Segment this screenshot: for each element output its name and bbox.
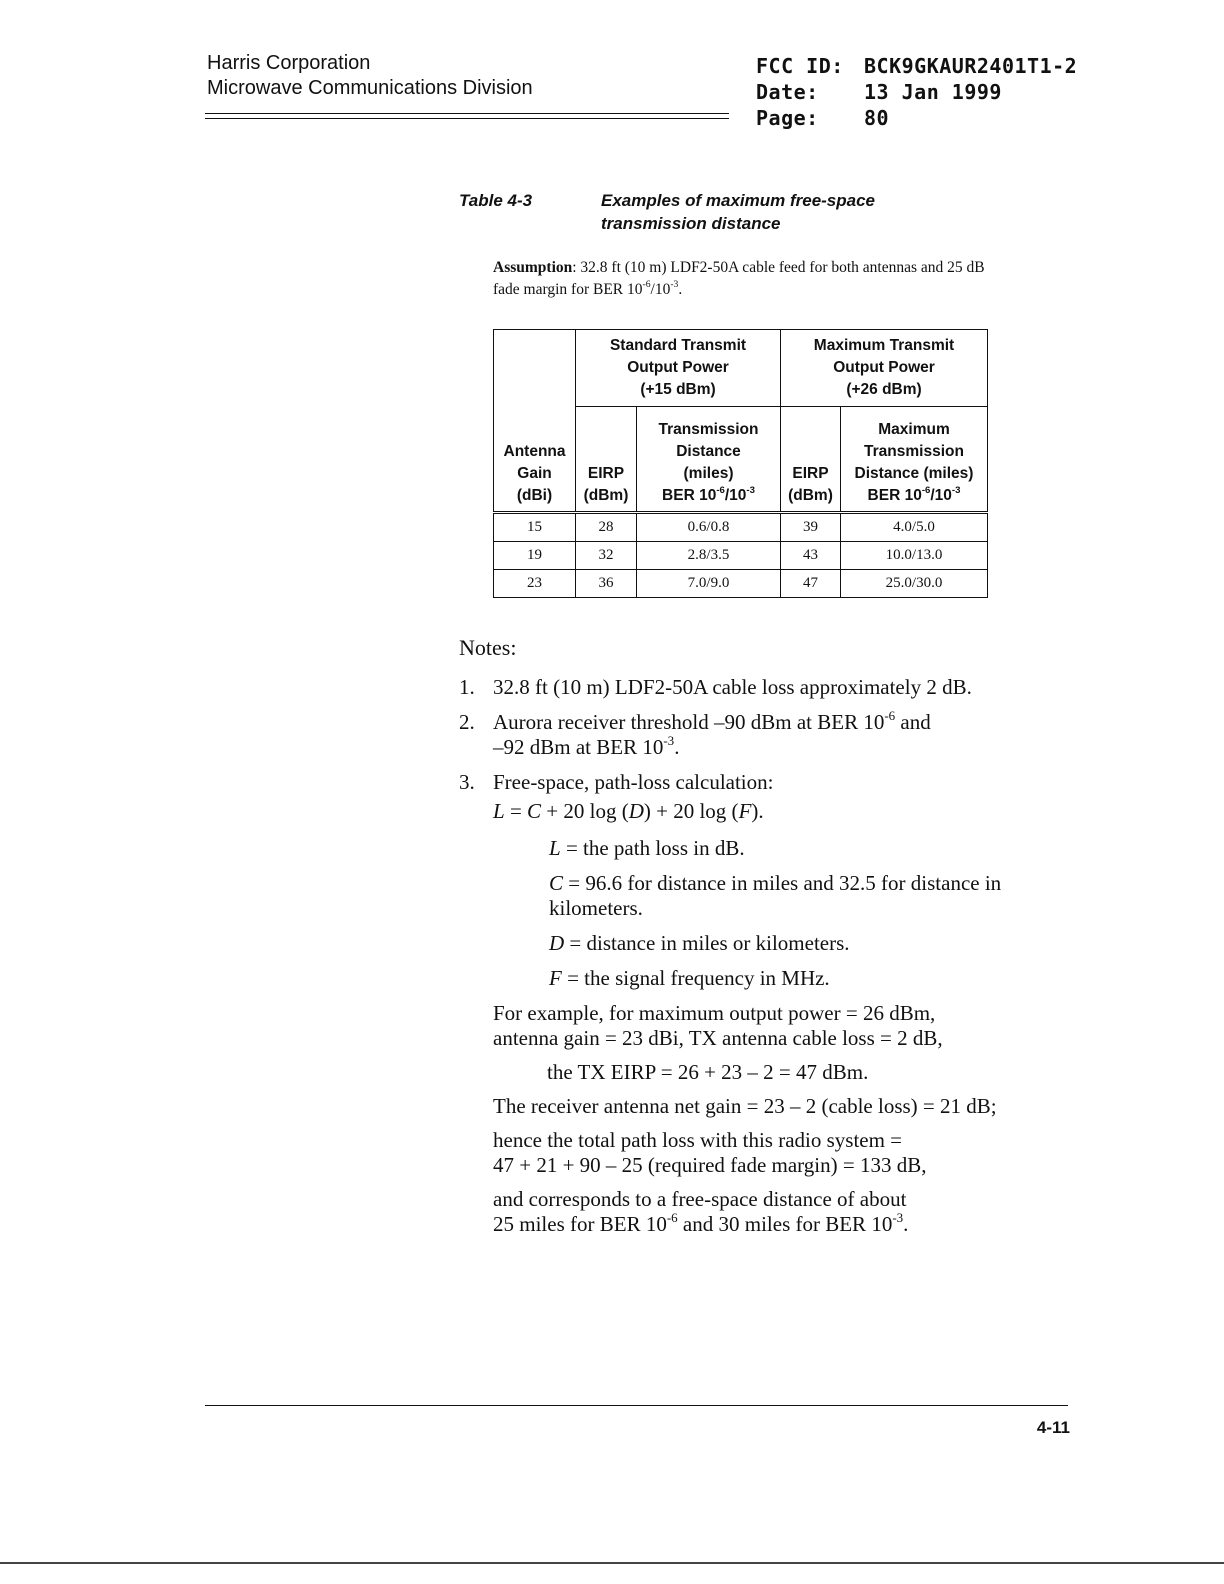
cell-eirp-std: 36 (576, 570, 637, 598)
date-label: Date: (756, 80, 819, 104)
def-d: D = distance in miles or kilometers. (549, 931, 850, 955)
col-header-dist-std: Transmission Distance (miles) BER $10^{-6}/10^{-3}$ (637, 407, 781, 513)
note-item: 1. 32.8 ft (10 m) LDF2-50A cable loss approximately 2 dB. (459, 675, 972, 699)
note-item: 2. Aurora receiver threshold –90 dBm at BER $10^{-6}$ and –92 dBm at BER $10^{-3}$. (459, 707, 931, 759)
assumption-label: Assumption (493, 259, 573, 276)
cell-gain: 19 (494, 542, 576, 570)
division-name: Microwave Communications Division (207, 77, 533, 99)
fcc-id-value: BCK9GKAUR2401T1-2 (864, 54, 1078, 78)
worked-example: For example, for maximum output power = 26 dBm, antenna gain = 23 dBi, TX antenna cable loss = 2 dB, the TX EIRP = 26 + 23 – 2 = 47 dBm. The receiver antenna net gain = 23 – 2 (cable loss) = 21 dB; hence the total path loss with this radio system = 47 + 21 + 90 – 25 (required fade margin) = 133 dB, and corresponds to a free-space distance of about 25 miles for BER $10^{-6}$ and 30 miles for BER $10^{-3}$. (493, 1001, 997, 1236)
cell-dist-max: 4.0/5.0 (841, 513, 988, 542)
cell-eirp-max: 43 (781, 542, 841, 570)
company-name: Harris Corporation (207, 52, 371, 74)
cell-dist-max: 10.0/13.0 (841, 542, 988, 570)
table-title: Examples of maximum free-space transmission distance (601, 191, 876, 233)
cell-dist-std: 2.8/3.5 (637, 542, 781, 570)
table-header-row (494, 330, 988, 407)
note-3-text: Free-space, path-loss calculation: (493, 770, 774, 794)
note-item: 3. Free-space, path-loss calculation: L = C + 20 log (D) + 20 log (F). L = the path loss in dB. C = 96.6 for distance in miles and 32.5 for distance in kilometers. D = distance in miles or kilometers. F = the signal frequency in MHz. For example, for maximum output power = 26 dBm, antenna gain = 23 dBi, TX antenna cable loss = 2 dB, the TX EIRP = 26 + 23 – 2 = 47 dBm. The receiver antenna net gain = 23 – 2 (cable loss) = 21 dB; hence the total path loss with this radio system = 47 + 21 + 90 – 25 (required fade margin) = 133 dB, and corresponds to a free-space distance of about 25 miles for BER $10^{-6}$ and 30 miles for BER $10^{-3}$. (459, 770, 1099, 1237)
table-row (494, 570, 988, 598)
table-number: Table 4-3 (459, 191, 533, 210)
page-label: Page: (756, 106, 819, 130)
fcc-id-label: FCC ID: (756, 54, 844, 78)
col-header-eirp-std: EIRP (dBm) (576, 407, 637, 513)
group-header-maximum: Maximum Transmit Output Power (+26 dBm) (781, 330, 988, 407)
def-l: L = the path loss in dB. (549, 836, 745, 860)
cell-eirp-max: 39 (781, 513, 841, 542)
col-header-antenna-gain: Antenna Gain (dBi) (494, 330, 576, 513)
notes-heading: Notes: (459, 635, 517, 660)
cell-gain: 15 (494, 513, 576, 542)
note-1-text: 32.8 ft (10 m) LDF2-50A cable loss approximately 2 dB. (493, 675, 972, 699)
cell-dist-max: 25.0/30.0 (841, 570, 988, 598)
group-header-standard: Standard Transmit Output Power (+15 dBm) (576, 330, 781, 407)
def-f: F = the signal frequency in MHz. (549, 966, 830, 990)
table-row (494, 542, 988, 570)
col-header-dist-max: Maximum Transmission Distance (miles) BER $10^{-6}/10^{-3}$ (841, 407, 988, 513)
table-assumption: Assumption: 32.8 ft (10 m) LDF2-50A cable feed for both antennas and 25 dB fade margin for BER $10^{-6}/10^{-3}$. (493, 259, 985, 298)
cell-eirp-std: 32 (576, 542, 637, 570)
cell-dist-std: 7.0/9.0 (637, 570, 781, 598)
fcc-info-block (756, 53, 1077, 131)
header-rule (205, 113, 729, 114)
transmission-distance-table (493, 329, 988, 598)
footer-rule (205, 1405, 1068, 1406)
formula-definitions (549, 836, 1099, 991)
notes-list (459, 675, 1099, 1247)
cell-dist-std: 0.6/0.8 (637, 513, 781, 542)
cell-eirp-std: 28 (576, 513, 637, 542)
path-loss-formula: L = C + 20 log (D) + 20 log (F). (493, 799, 764, 823)
page-value: 80 (864, 106, 890, 130)
col-header-eirp-max: EIRP (dBm) (781, 407, 841, 513)
company-header (207, 51, 533, 101)
page-number: 4-11 (1036, 1418, 1070, 1437)
cell-gain: 23 (494, 570, 576, 598)
table-row (494, 513, 988, 542)
header-rule (205, 118, 729, 119)
scan-edge-line (0, 1562, 1224, 1564)
date-value: 13 Jan 1999 (864, 80, 1002, 104)
def-c: C = 96.6 for distance in miles and 32.5 for distance in kilometers. (549, 871, 1002, 920)
cell-eirp-max: 47 (781, 570, 841, 598)
